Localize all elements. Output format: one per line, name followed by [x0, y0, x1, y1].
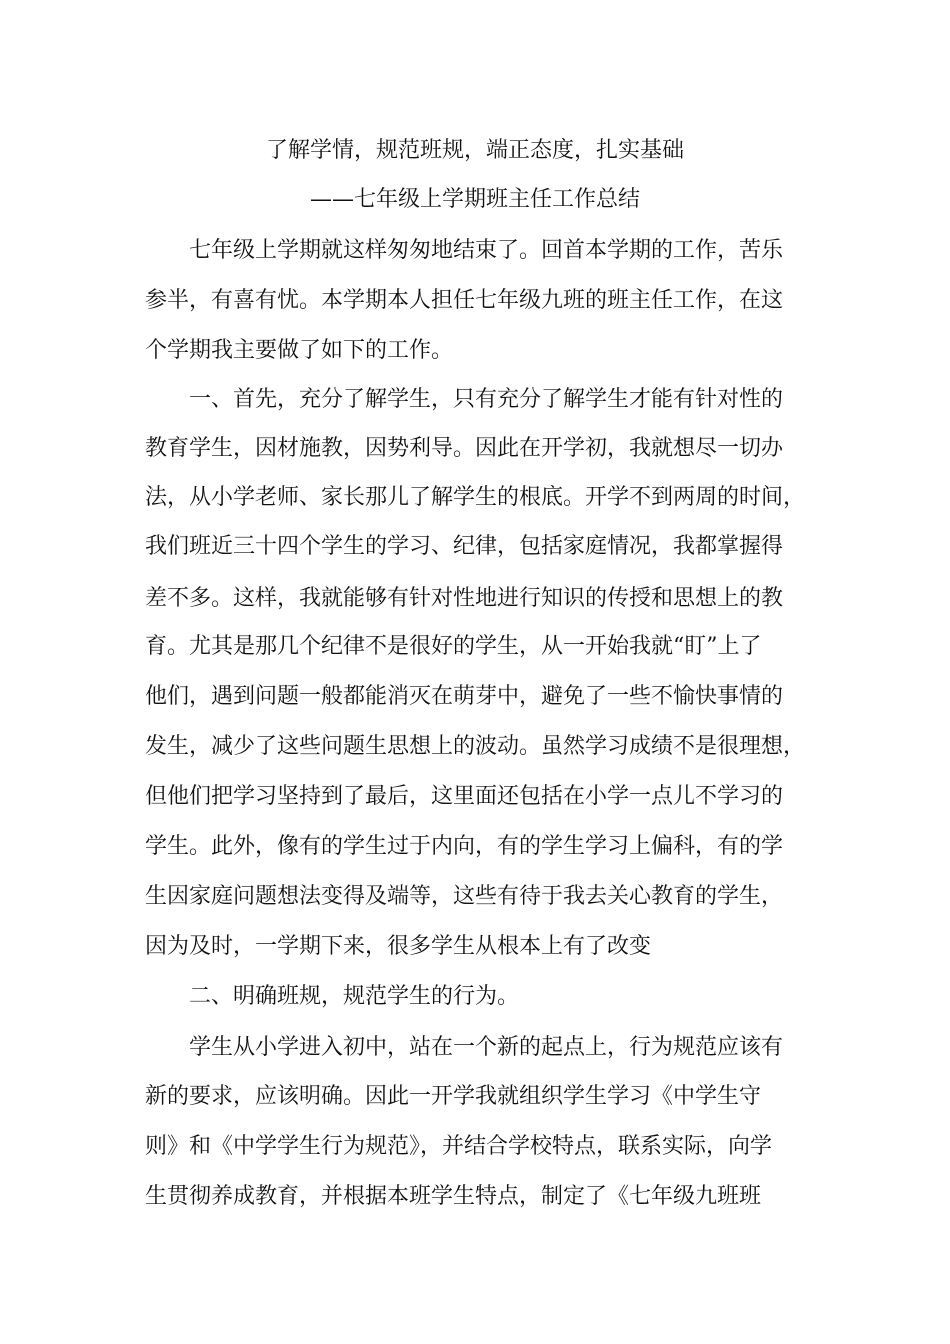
text-line: 七年级上学期就这样匆匆地结束了。回首本学期的工作，苦乐: [189, 238, 784, 263]
text-line: 新的要求，应该明确。因此一开学我就组织学生学习《中学生守: [145, 1084, 762, 1109]
text-line: 一、首先，充分了解学生，只有充分了解学生才能有针对性的: [189, 387, 784, 412]
text-line: 但他们把学习坚持到了最后，这里面还包括在小学一点儿不学习的: [145, 784, 784, 809]
text-line: 则》和《中学学生行为规范》，并结合学校特点，联系实际，向学: [145, 1134, 773, 1159]
text-line: 育。尤其是那几个纪律不是很好的学生，从一开始我就“盯”上了: [145, 634, 762, 659]
document-subtitle: ——七年级上学期班主任工作总结: [309, 187, 640, 212]
text-line: 教育学生，因材施教，因势利导。因此在开学初，我就想尽一切办: [145, 436, 784, 461]
document-title: 了解学情，规范班规，端正态度，扎实基础: [265, 138, 684, 163]
text-line: 我们班近三十四个学生的学习、纪律，包括家庭情况，我都掌握得: [145, 534, 784, 559]
section-heading: 二、明确班规，规范学生的行为。: [189, 984, 520, 1009]
text-line: 参半，有喜有忧。本学期本人担任七年级九班的班主任工作，在这: [145, 288, 784, 313]
text-line: 学生。此外，像有的学生过于内向，有的学生学习上偏科，有的学: [145, 834, 784, 859]
text-line: 个学期我主要做了如下的工作。: [145, 338, 454, 363]
text-line: 因为及时，一学期下来，很多学生从根本上有了改变: [145, 934, 652, 959]
text-line: 他们，遇到问题一般都能消灭在萌芽中，避免了一些不愉快事情的: [145, 684, 784, 709]
text-line: 法，从小学老师、家长那儿了解学生的根底。开学不到两周的时间，: [145, 485, 806, 510]
text-line: 生因家庭问题想法变得及端等，这些有待于我去关心教育的学生，: [145, 884, 784, 909]
text-line: 差不多。这样，我就能够有针对性地进行知识的传授和思想上的教: [145, 586, 784, 611]
text-line: 发生，减少了这些问题生思想上的波动。虽然学习成绩不是很理想，: [145, 734, 806, 759]
text-line: 生贯彻养成教育，并根据本班学生特点，制定了《七年级九班班: [145, 1184, 762, 1209]
text-line: 学生从小学进入初中，站在一个新的起点上，行为规范应该有: [189, 1035, 784, 1060]
